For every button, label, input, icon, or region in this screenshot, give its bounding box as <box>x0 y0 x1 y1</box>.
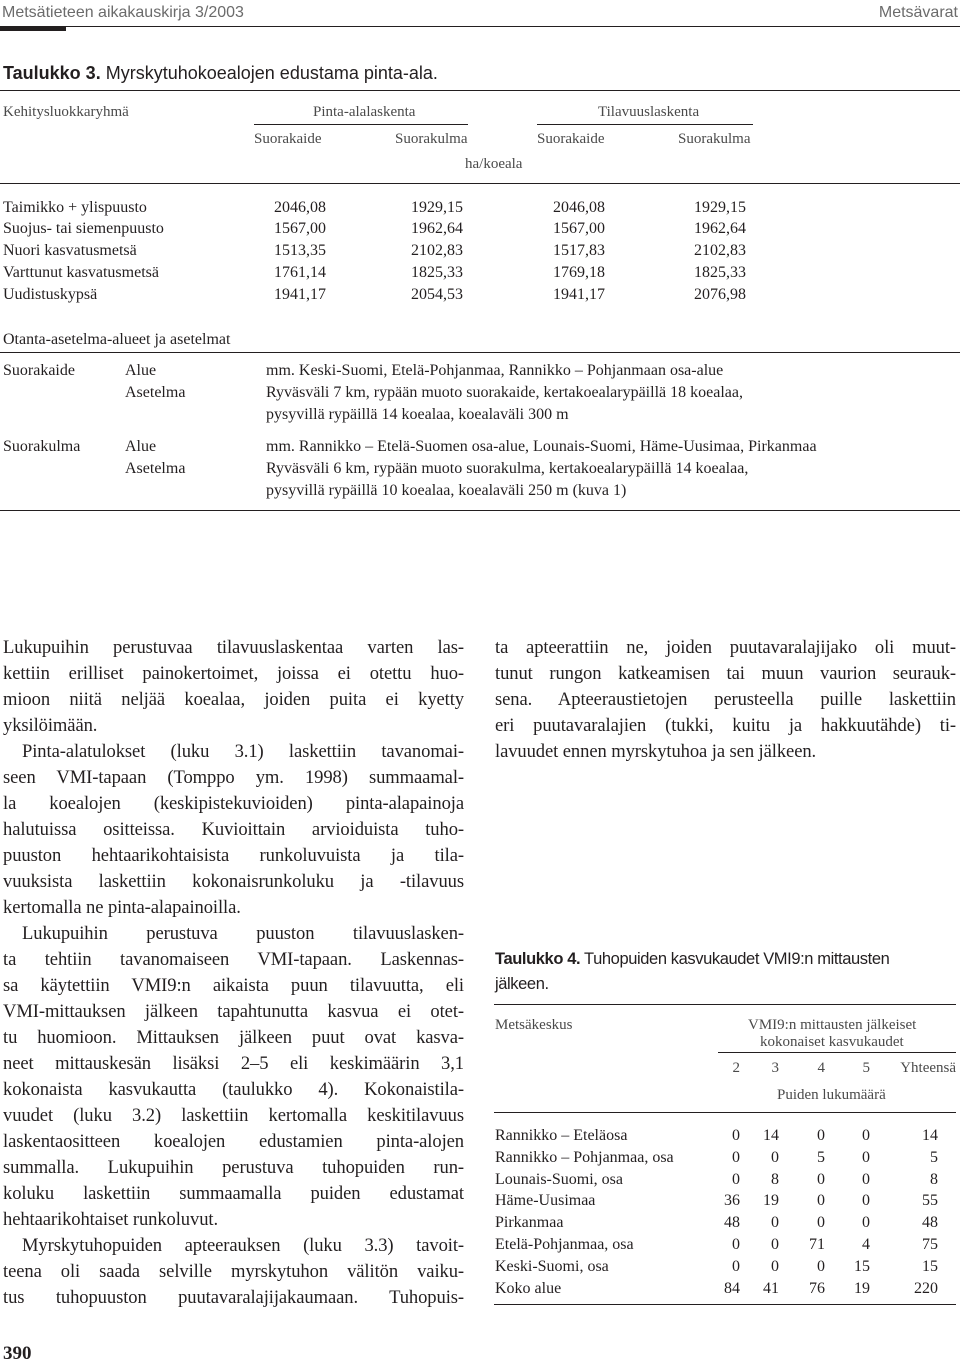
table4-label: Taulukko 4. <box>495 950 581 968</box>
table4-cell: 41 <box>763 1279 779 1297</box>
body-line: Pinta-alatulokset (luku 3.1) laskettiin tavanomai- <box>22 741 464 762</box>
table4-cell: 0 <box>862 1170 870 1188</box>
section-title: Metsävarat <box>878 4 958 21</box>
body-line: tunut rungon katkeamisen tai muun vaurion seurauk- <box>495 663 956 684</box>
table3-cell: 1962,64 <box>411 220 463 237</box>
table3-area-header: Pinta-alalaskenta <box>313 104 416 120</box>
sampling-design: Suorakulma <box>3 438 81 455</box>
table4-header-rule <box>494 1112 956 1113</box>
body-line: sena. Apteeraustietojen perusteella puille laskettiin <box>495 689 956 710</box>
table3-volume-header: Tilavuuslaskenta <box>598 104 700 120</box>
table4-group-rule <box>718 1052 956 1053</box>
table3-sub-header-1: Suorakaide <box>254 131 322 147</box>
body-line: neet mittauskesän lisäksi 2–5 eli keskimäärin 3,1 <box>3 1053 464 1074</box>
table3-header-rule <box>0 183 960 184</box>
body-line: Lukupuihin perustuvaa tilavuuslaskentaa varten las- <box>3 637 464 658</box>
table4-col-header: Metsäkeskus <box>495 1017 573 1033</box>
table4-row-name: Keski-Suomi, osa <box>495 1257 609 1275</box>
table3-cell: 1567,00 <box>553 220 605 237</box>
table4-cell: 0 <box>817 1214 825 1232</box>
sampling-design: Suorakaide <box>3 362 75 379</box>
table3-unit: ha/koeala <box>465 156 523 172</box>
table3-cell: 2054,53 <box>411 286 463 303</box>
body-line: halutuissa ositteissa. Kuvioittain arvioiduista tuho- <box>3 819 464 840</box>
table4-cell: 5 <box>930 1148 938 1166</box>
body-line: hehtaarikohtaiset runkoluvut. <box>3 1209 219 1230</box>
table3-cell: 2046,08 <box>553 199 605 216</box>
table4-unit: Puiden lukumäärä <box>777 1087 886 1103</box>
body-line: eri puutavaralajien (tukki, kuitu ja hakkuutähde) ti- <box>495 715 956 736</box>
table3-row-name: Suojus- tai siemenpuusto <box>3 220 164 237</box>
body-line: tus tuhopuuston puutavaralajijakaumaan. Tuhopuis- <box>3 1287 464 1308</box>
table3-cell: 1513,35 <box>274 242 326 259</box>
table4-cell: 0 <box>771 1236 779 1253</box>
table4-sub-header: 2 <box>732 1060 740 1076</box>
table4-top-rule <box>494 1004 956 1005</box>
table3-bottom-rule <box>0 510 960 511</box>
sampling-area-label: Alue <box>125 362 157 379</box>
sampling-area-text: mm. Keski-Suomi, Etelä-Pohjanmaa, Rannikko – Pohjanmaan osa-alue <box>266 362 724 379</box>
table4-cell: 14 <box>763 1127 779 1144</box>
table4-cell: 55 <box>922 1192 938 1210</box>
table4-cell: 84 <box>724 1279 740 1297</box>
table4-cell: 0 <box>732 1170 740 1188</box>
body-line: Myrskytuhopuiden apteerauksen (luku 3.3) tavoit- <box>22 1235 464 1256</box>
body-line: kettiin erilliset painokertoimet, joissa ei otettu huo- <box>3 663 464 684</box>
body-line: VMI-mittauksen jälkeen tapahtunutta kasvua ei otet- <box>3 1001 464 1022</box>
table4-caption-line1 <box>495 950 889 969</box>
table4-cell: 0 <box>817 1192 825 1210</box>
table4-cell: 19 <box>763 1192 779 1210</box>
table4-cell: 15 <box>854 1257 870 1275</box>
table3-row-name: Uudistuskypsä <box>3 286 98 303</box>
sampling-area-label: Alue <box>125 438 157 455</box>
table3-cell: 1517,83 <box>553 242 605 259</box>
table3-group-header: Kehitysluokkaryhmä <box>3 104 129 120</box>
body-line: Lukupuihin perustuva puuston tilavuuslasken- <box>22 923 464 944</box>
table3-row-name: Taimikko + ylispuusto <box>3 199 147 216</box>
table4-row-name: Pirkanmaa <box>495 1214 564 1232</box>
table4-sub-header: 5 <box>862 1060 870 1076</box>
table3-label: Taulukko 3. <box>3 63 101 83</box>
body-line: teena oli saada selville myrskytuhon välitön vaiku- <box>3 1261 464 1282</box>
table3-cell: 1567,00 <box>274 220 326 237</box>
table3-volume-rule <box>537 124 753 125</box>
table3-cell: 1962,64 <box>694 220 746 237</box>
body-line: kertomalla ne pinta-alapainoilla. <box>3 897 241 918</box>
table3-sub-header-3: Suorakaide <box>537 131 605 147</box>
table4-sub-header: 4 <box>817 1060 825 1076</box>
body-line: ta apteerattiin ne, joiden puutavaralajijako oli muut- <box>495 637 956 658</box>
table4-group-header-1: VMI9:n mittausten jälkeiset <box>748 1017 917 1033</box>
table3-cell: 1769,18 <box>553 264 605 281</box>
body-line: puuston hehtaarikohtaisista runkoluvuista ja tila- <box>3 845 464 866</box>
table3-cell: 1929,15 <box>411 199 463 216</box>
table4-cell: 0 <box>862 1127 870 1144</box>
table3-cell: 1761,14 <box>274 264 326 281</box>
table4-cell: 15 <box>922 1257 938 1275</box>
table4-cell: 0 <box>862 1192 870 1210</box>
body-line: ta tehtiin tavanomaiseen VMI-tapaan. Laskennas- <box>3 949 464 970</box>
table3-cell: 2102,83 <box>694 242 746 259</box>
table3-row-name: Varttunut kasvatusmetsä <box>3 264 159 281</box>
table3-cell: 1941,17 <box>274 286 326 303</box>
body-line: la koealojen (keskipistekuvioiden) pinta-alapainoja <box>3 793 464 814</box>
table4-cell: 220 <box>914 1279 938 1297</box>
table4-cell: 4 <box>862 1236 870 1253</box>
table4-cell: 0 <box>817 1257 825 1275</box>
table3-cell: 2046,08 <box>274 199 326 216</box>
body-line: koluku laskettiin summaamalla puiden edustamat <box>3 1183 464 1204</box>
table3-cell: 1825,33 <box>411 264 463 281</box>
table4-cell: 0 <box>862 1214 870 1232</box>
table4-row-name: Etelä-Pohjanmaa, osa <box>495 1236 634 1253</box>
body-line: mioon niitä neljää koealaa, joiden puita ei kyetty <box>3 689 464 710</box>
sampling-layout-line1: Ryväsväli 6 km, rypään muoto suorakulma, kertakoealarypäillä 14 koealaa, <box>266 460 749 477</box>
table3-title: Myrskytuhokoealojen edustama pinta-ala. <box>105 63 438 83</box>
table4-cell: 48 <box>724 1214 740 1232</box>
table4-cell: 19 <box>854 1279 870 1297</box>
body-line: tu huomioon. Mittauksen jälkeen puut ovat kasva- <box>3 1027 464 1048</box>
body-line: seen VMI-tapaan (Tomppo ym. 1998) summaamal- <box>3 767 464 788</box>
table4-row-name: Koko alue <box>495 1279 562 1297</box>
table3-cell: 1941,17 <box>553 286 605 303</box>
journal-title: Metsätieteen aikakauskirja 3/2003 <box>2 4 244 21</box>
sampling-layout-line2: pysyvillä rypäillä 14 koealaa, koealaväli 300 m <box>266 406 569 423</box>
table4-cell: 0 <box>732 1148 740 1166</box>
table4-sub-header: Yhteensä <box>900 1060 956 1076</box>
body-line: laskentaositteen koealojen edustamien pinta-alojen <box>3 1131 464 1152</box>
table3-cell: 1825,33 <box>694 264 746 281</box>
table4-cell: 0 <box>732 1127 740 1144</box>
sampling-layout-label: Asetelma <box>125 384 186 401</box>
table3-sub-header-2: Suorakulma <box>395 131 468 147</box>
table4-row-name: Lounais-Suomi, osa <box>495 1170 623 1188</box>
table4-caption-line2: jälkeen. <box>495 975 549 993</box>
body-line: sa käytettiin VMI9:n aikaista puun tilavuutta, eli <box>3 975 464 996</box>
table3-cell: 1929,15 <box>694 199 746 216</box>
table4-cell: 0 <box>771 1148 779 1166</box>
table4-cell: 8 <box>771 1170 779 1188</box>
table4-cell: 48 <box>922 1214 938 1232</box>
table4-cell: 76 <box>809 1279 825 1297</box>
table4-cell: 75 <box>922 1236 938 1253</box>
sampling-layout-line1: Ryväsväli 7 km, rypään muoto suorakaide, kertakoealarypäillä 18 koealaa, <box>266 384 743 401</box>
table3-sub-header-4: Suorakulma <box>678 131 751 147</box>
table3-top-rule <box>0 90 960 91</box>
table4-bottom-rule <box>494 1304 956 1305</box>
table4-cell: 36 <box>724 1192 740 1210</box>
sampling-area-text: mm. Rannikko – Etelä-Suomen osa-alue, Lounais-Suomi, Häme-Uusimaa, Pirkanmaa <box>266 438 817 455</box>
body-line: lavuudet ennen myrskytuhoa ja sen jälkeen. <box>495 741 817 762</box>
table3-area-rule <box>254 124 468 125</box>
table4-cell: 0 <box>817 1170 825 1188</box>
page-number: 390 <box>3 1343 32 1364</box>
body-line: kokonaista kasvukautta (taulukko 4). Kokonaistila- <box>3 1079 464 1100</box>
table4-sub-header: 3 <box>771 1060 779 1076</box>
table3-row-name: Nuori kasvatusmetsä <box>3 242 137 259</box>
table3-caption <box>3 63 438 84</box>
body-line: summalla. Lukupuihin perustuva tuhopuiden run- <box>3 1157 464 1178</box>
table3-cell: 2076,98 <box>694 286 746 303</box>
sampling-layout-line2: pysyvillä rypäillä 10 koealaa, koealaväli 250 m (kuva 1) <box>266 482 627 499</box>
table4-row-name: Häme-Uusimaa <box>495 1192 596 1210</box>
table4-cell: 14 <box>922 1127 938 1144</box>
sampling-title: Otanta-asetelma-alueet ja asetelmat <box>3 331 231 348</box>
body-line: vuuksista laskettiin kokonaisrunkoluku ja -tilavuus <box>3 871 464 892</box>
header-tab-mark <box>0 26 66 31</box>
table4-cell: 0 <box>732 1236 740 1253</box>
sampling-layout-label: Asetelma <box>125 460 186 477</box>
table4-cell: 0 <box>862 1148 870 1166</box>
table4-row-name: Rannikko – Pohjanmaa, osa <box>495 1148 674 1166</box>
table4-cell: 0 <box>732 1257 740 1275</box>
table4-cell: 5 <box>817 1148 825 1166</box>
table3-cell: 2102,83 <box>411 242 463 259</box>
table4-cell: 71 <box>809 1236 825 1253</box>
table4-cell: 0 <box>817 1127 825 1144</box>
table4-cell: 8 <box>930 1170 938 1188</box>
header-rule <box>0 26 960 27</box>
table4-row-name: Rannikko – Eteläosa <box>495 1127 628 1144</box>
body-line: yksilöimään. <box>3 715 98 736</box>
table4-cell: 0 <box>771 1214 779 1232</box>
table4-title: Tuhopuiden kasvukaudet VMI9:n mittausten <box>584 950 890 968</box>
table4-cell: 0 <box>771 1257 779 1275</box>
sampling-rule <box>0 352 960 353</box>
body-line: vuudet (luku 3.2) laskettiin kertomalla keskitilavuus <box>3 1105 464 1126</box>
table4-group-header-2: kokonaiset kasvukaudet <box>760 1034 904 1050</box>
